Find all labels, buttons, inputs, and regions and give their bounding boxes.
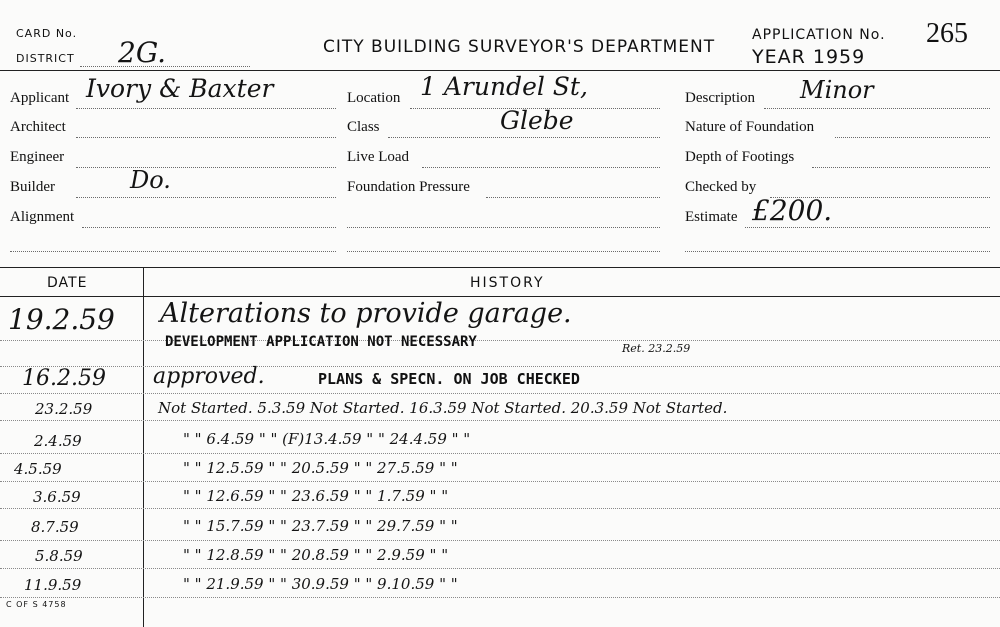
row-rule [0,481,1000,482]
row-rule [0,508,1000,509]
estimate-line [745,227,990,228]
left-extra-line [10,251,336,252]
row-rule [0,597,1000,598]
checked-by-label: Checked by [685,179,757,195]
history-date: 3.6.59 [33,488,81,506]
depth-of-footings-label: Depth of Footings [685,149,795,165]
year-label: YEAR 1959 [752,46,866,68]
history-text: Alterations to provide garage. [160,298,572,329]
foundation-pressure-label: Foundation Pressure [347,179,470,195]
page-title: CITY BUILDING SURVEYOR'S DEPARTMENT [323,37,716,57]
engineer-label: Engineer [10,149,65,165]
alignment-label: Alignment [10,209,75,225]
middle-extra-line-2 [347,251,660,252]
history-text: Not Started. 5.3.59 Not Started. 16.3.59 Not Started. 20.3.59 Not Started. [158,399,728,417]
history-date: 4.5.59 [14,460,62,478]
row-rule [0,393,1000,394]
history-note: Ret. 23.2.59 [622,342,691,355]
history-top-rule [0,267,1000,268]
history-date: 2.4.59 [34,432,82,450]
district-value: 2G. [118,36,167,69]
foundation-pressure-line [486,197,660,198]
history-date: 11.9.59 [24,576,82,594]
row-rule [0,420,1000,421]
applicant-line [76,108,336,109]
row-rule [0,366,1000,367]
district-label: DISTRICT [16,52,75,65]
history-stamp: DEVELOPMENT APPLICATION NOT NECESSARY [165,334,477,350]
date-column-divider [143,268,144,627]
builder-line [76,197,336,198]
history-stamp: PLANS & SPECN. ON JOB CHECKED [318,370,580,388]
history-text: " " 12.5.59 " " 20.5.59 " " 27.5.59 " " [183,459,458,477]
row-rule [0,340,1000,341]
history-text: " " 12.8.59 " " 20.8.59 " " 2.9.59 " " [183,546,449,564]
row-rule [0,540,1000,541]
history-date: 8.7.59 [31,518,79,536]
architect-line [76,137,336,138]
history-header: HISTORY [470,275,545,291]
history-text: " " 6.4.59 " " (F)13.4.59 " " 24.4.59 " " [183,430,471,448]
history-date: 23.2.59 [35,400,93,418]
row-rule [0,568,1000,569]
row-rule [0,453,1000,454]
builder-value: Do. [130,166,171,194]
estimate-label: Estimate [685,209,738,225]
description-line [764,108,990,109]
live-load-line [422,167,660,168]
builder-label: Builder [10,179,55,195]
history-header-rule [0,296,1000,297]
live-load-label: Live Load [347,149,410,165]
right-extra-line [685,251,990,252]
estimate-value: £200. [752,194,833,227]
description-value: Minor [800,76,874,104]
location-label: Location [347,90,401,106]
card-no-label: CARD No. [16,27,78,40]
class-line [388,137,660,138]
history-date: 16.2.59 [22,366,106,391]
history-date: 19.2.59 [8,303,115,336]
history-text: approved. [153,364,265,389]
applicant-value: Ivory & Baxter [86,74,274,103]
nature-of-foundation-label: Nature of Foundation [685,119,815,135]
description-label: Description [685,90,755,106]
history-text: " " 12.6.59 " " 23.6.59 " " 1.7.59 " " [183,487,449,505]
depth-line [812,167,990,168]
header-divider [0,70,1000,71]
history-text: " " 15.7.59 " " 23.7.59 " " 29.7.59 " " [183,517,458,535]
architect-label: Architect [10,119,66,135]
class-value: Glebe [500,106,574,135]
engineer-line [76,167,336,168]
date-header: DATE [47,275,88,291]
class-label: Class [347,119,380,135]
application-no-label: APPLICATION No. [752,27,886,43]
alignment-line [82,227,336,228]
middle-extra-line-1 [347,227,660,228]
history-date: 5.8.59 [35,547,83,565]
nature-line [835,137,990,138]
history-text: " " 21.9.59 " " 30.9.59 " " 9.10.59 " " [183,575,458,593]
form-code: C OF S 4758 [6,600,67,609]
application-no: 265 [926,18,968,49]
applicant-label: Applicant [10,90,70,106]
location-value: 1 Arundel St, [420,72,588,101]
